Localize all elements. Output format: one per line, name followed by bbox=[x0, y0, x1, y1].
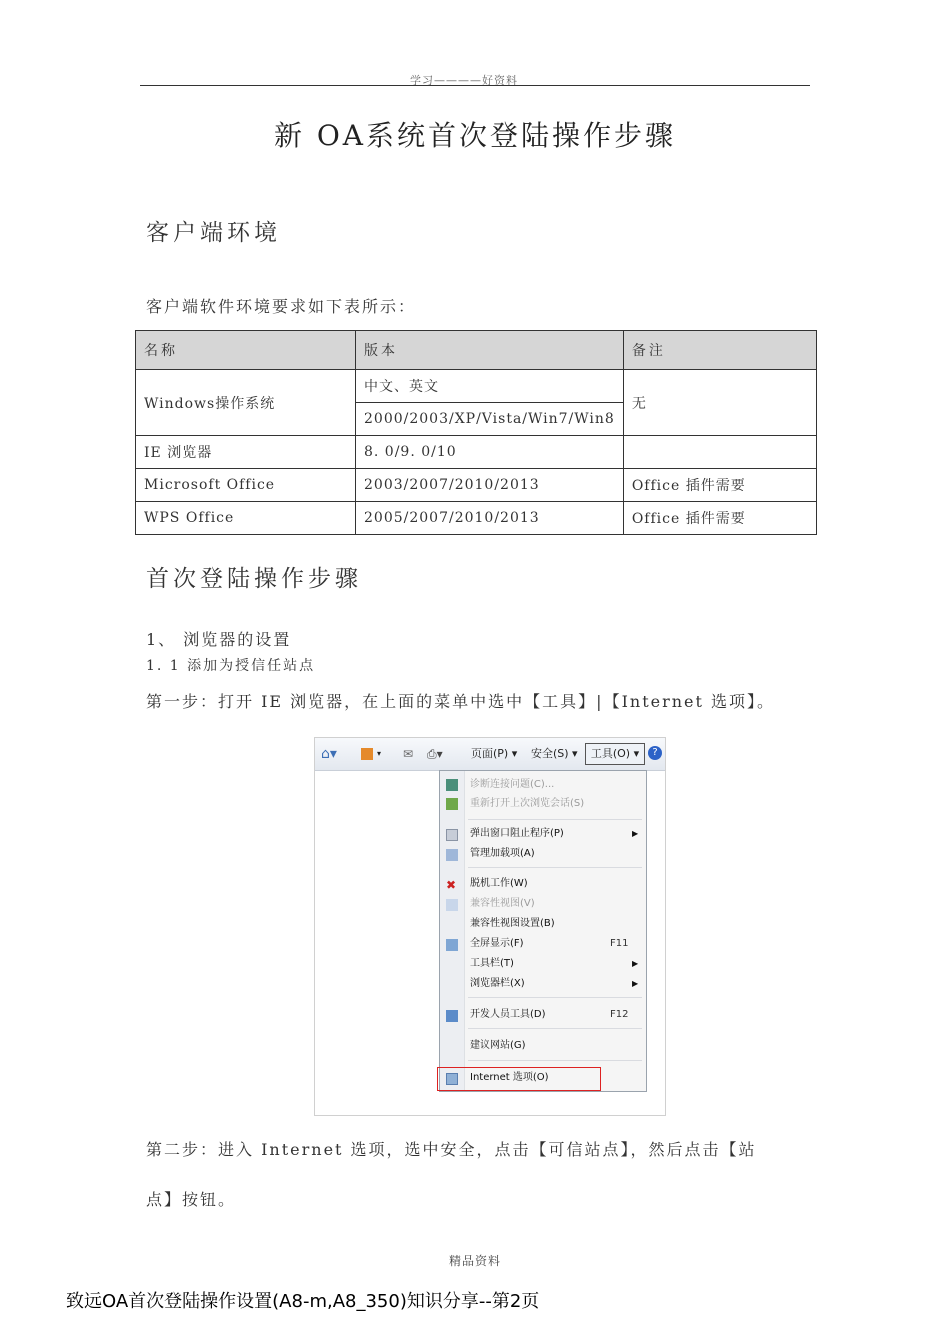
menu-item-developer-tools[interactable]: 开发人员工具(D) bbox=[470, 1009, 546, 1020]
table-row bbox=[136, 370, 817, 403]
table-row bbox=[136, 469, 817, 502]
submenu-arrow-icon: ▶ bbox=[632, 979, 639, 988]
intro-paragraph: 客户端软件环境要求如下表所示： bbox=[146, 297, 417, 316]
menu-item-compatibility-view[interactable]: 兼容性视图(V) bbox=[470, 898, 535, 909]
tools-menu-button[interactable]: 工具(O) ▾ bbox=[585, 743, 645, 765]
page-menu-button[interactable]: 页面(P) ▾ bbox=[471, 747, 518, 760]
reopen-session-icon bbox=[446, 798, 458, 810]
menu-icon-strip bbox=[440, 771, 465, 1091]
cell-note: 无 bbox=[623, 370, 816, 436]
developer-tools-shortcut: F12 bbox=[610, 1009, 629, 1020]
menu-divider bbox=[468, 819, 642, 820]
cell-version: 2000/2003/XP/Vista/Win7/Win8 bbox=[356, 403, 624, 436]
menu-item-diagnose[interactable]: 诊断连接问题(C)... bbox=[470, 779, 555, 790]
popup-blocker-icon bbox=[446, 829, 458, 841]
fullscreen-icon bbox=[446, 939, 458, 951]
menu-item-fullscreen[interactable]: 全屏显示(F) bbox=[470, 938, 524, 949]
menu-item-explorer-bars[interactable]: 浏览器栏(X) bbox=[470, 978, 525, 989]
step-two-paragraph-line2: 点】按钮。 bbox=[146, 1190, 237, 1209]
safety-menu-button[interactable]: 安全(S) ▾ bbox=[531, 747, 578, 760]
document-title: 新 OA系统首次登陆操作步骤 bbox=[273, 119, 677, 152]
table-row bbox=[136, 436, 817, 469]
cell-version: 2005/2007/2010/2013 bbox=[356, 502, 624, 535]
rss-feed-icon[interactable] bbox=[361, 748, 373, 760]
step-one-paragraph: 第一步：打开 IE 浏览器，在上面的菜单中选中【工具】|【Internet 选项】。 bbox=[146, 692, 776, 711]
submenu-arrow-icon: ▶ bbox=[632, 959, 639, 968]
table-header-row bbox=[136, 331, 817, 370]
home-icon[interactable]: ⌂▾ bbox=[321, 746, 337, 762]
cell-name: Windows操作系统 bbox=[136, 370, 356, 436]
header-version: 版本 bbox=[356, 331, 624, 370]
cell-name: IE 浏览器 bbox=[136, 436, 356, 469]
cell-note: Office 插件需要 bbox=[623, 469, 816, 502]
compatibility-view-icon bbox=[446, 899, 458, 911]
diagnose-icon bbox=[446, 779, 458, 791]
step-two-paragraph-line1: 第二步：进入 Internet 选项，选中安全，点击【可信站点】，然后点击【站 bbox=[146, 1140, 757, 1159]
document-footer-title: 致远OA首次登陆操作设置(A8-m,A8_350)知识分享--第2页 bbox=[66, 1291, 540, 1312]
cell-note: Office 插件需要 bbox=[623, 502, 816, 535]
cell-version: 8. 0/9. 0/10 bbox=[356, 436, 624, 469]
step1-1-title: 1. 1 添加为授信任站点 bbox=[146, 658, 316, 674]
header-rule bbox=[140, 85, 810, 86]
page-footer-label: 精品资料 bbox=[448, 1254, 501, 1268]
header-name: 名称 bbox=[136, 331, 356, 370]
menu-divider bbox=[468, 997, 642, 998]
submenu-arrow-icon: ▶ bbox=[632, 829, 639, 838]
menu-item-work-offline[interactable]: 脱机工作(W) bbox=[470, 878, 528, 889]
environment-table bbox=[135, 330, 817, 535]
step1-title: 1、 浏览器的设置 bbox=[146, 630, 292, 649]
cell-version: 中文、英文 bbox=[356, 370, 624, 403]
menu-item-suggested-sites[interactable]: 建议网站(G) bbox=[470, 1040, 526, 1051]
cell-name: Microsoft Office bbox=[136, 469, 356, 502]
menu-item-popup-blocker[interactable]: 弹出窗口阻止程序(P) bbox=[470, 828, 564, 839]
tools-dropdown-menu bbox=[439, 770, 647, 1092]
ie-tools-menu-screenshot bbox=[314, 737, 666, 1116]
menu-item-internet-options[interactable]: Internet 选项(O) bbox=[470, 1072, 549, 1083]
menu-divider bbox=[468, 1028, 642, 1029]
menu-item-compatibility-settings[interactable]: 兼容性视图设置(B) bbox=[470, 918, 555, 929]
help-icon[interactable]: ? bbox=[648, 746, 662, 760]
menu-item-toolbars[interactable]: 工具栏(T) bbox=[470, 958, 514, 969]
ie-command-bar bbox=[315, 738, 665, 771]
table-row bbox=[136, 502, 817, 535]
menu-divider bbox=[468, 867, 642, 868]
cell-version: 2003/2007/2010/2013 bbox=[356, 469, 624, 502]
print-icon[interactable]: ⎙▾ bbox=[427, 747, 443, 761]
manage-addons-icon bbox=[446, 849, 458, 861]
internet-options-highlight bbox=[437, 1067, 601, 1091]
menu-item-reopen-session[interactable]: 重新打开上次浏览会话(S) bbox=[470, 798, 585, 809]
header-note: 备注 bbox=[623, 331, 816, 370]
menu-item-manage-addons[interactable]: 管理加载项(A) bbox=[470, 848, 535, 859]
fullscreen-shortcut: F11 bbox=[610, 938, 629, 949]
page-header-text: 学习————好资料 bbox=[410, 74, 518, 87]
cell-name: WPS Office bbox=[136, 502, 356, 535]
cell-note bbox=[623, 436, 816, 469]
section-heading-first-login: 首次登陆操作步骤 bbox=[146, 566, 362, 592]
developer-tools-icon bbox=[446, 1010, 458, 1022]
chevron-down-icon: ▾ bbox=[377, 749, 382, 758]
menu-divider bbox=[468, 1060, 642, 1061]
section-heading-client-env: 客户端环境 bbox=[146, 220, 281, 246]
offline-work-icon: ✖ bbox=[446, 878, 457, 892]
mail-icon[interactable]: ✉ bbox=[403, 747, 414, 761]
